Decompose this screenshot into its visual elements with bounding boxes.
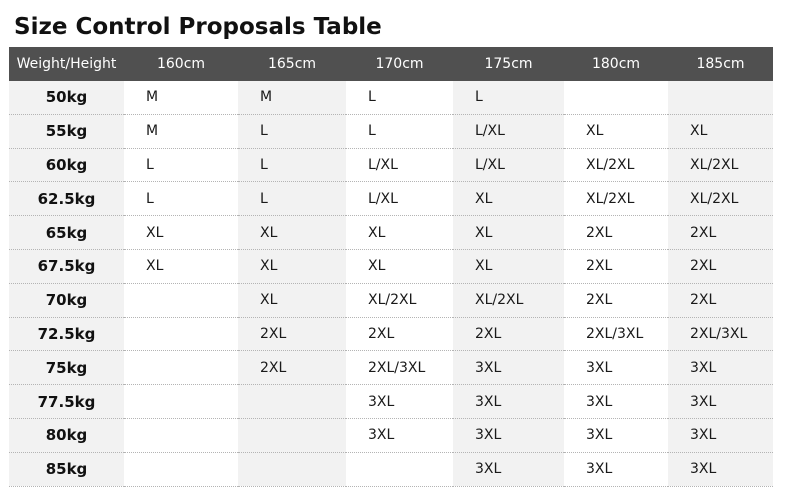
size-cell xyxy=(668,249,773,283)
table-row xyxy=(9,351,773,385)
weight-cell: 55kg xyxy=(9,114,124,148)
size-value: L xyxy=(368,123,376,140)
weight-cell: 65kg xyxy=(9,216,124,250)
size-cell xyxy=(238,81,346,114)
size-value: L xyxy=(260,123,268,140)
size-table-body xyxy=(9,81,773,486)
size-cell xyxy=(346,114,453,148)
height-header: 165cm xyxy=(238,47,346,81)
size-value: 2XL xyxy=(586,224,613,241)
table-row xyxy=(9,317,773,351)
size-cell xyxy=(564,452,668,486)
weight-cell: 60kg xyxy=(9,148,124,182)
size-value: L xyxy=(146,190,154,207)
weight-cell: 77.5kg xyxy=(9,385,124,419)
size-cell xyxy=(668,385,773,419)
size-cell xyxy=(453,216,564,250)
weight-cell: 70kg xyxy=(9,283,124,317)
height-header: 160cm xyxy=(124,47,238,81)
size-cell xyxy=(124,351,238,385)
size-cell xyxy=(124,385,238,419)
height-header: 175cm xyxy=(453,47,564,81)
size-value: XL/2XL xyxy=(586,190,635,207)
table-row xyxy=(9,182,773,216)
size-value: 3XL xyxy=(690,427,717,444)
size-cell xyxy=(668,182,773,216)
table-row xyxy=(9,148,773,182)
size-cell xyxy=(124,418,238,452)
size-cell xyxy=(346,452,453,486)
size-value: L xyxy=(260,190,268,207)
size-value: 3XL xyxy=(586,461,613,478)
size-cell xyxy=(346,249,453,283)
size-value: XL/2XL xyxy=(690,156,739,173)
size-value: 2XL/3XL xyxy=(690,325,748,342)
size-cell xyxy=(346,81,453,114)
size-cell xyxy=(453,351,564,385)
size-value: XL xyxy=(260,292,278,309)
size-cell xyxy=(453,148,564,182)
size-value: XL xyxy=(475,258,493,275)
size-value: XL xyxy=(586,123,604,140)
size-value: 3XL xyxy=(586,427,613,444)
size-cell xyxy=(346,385,453,419)
size-cell xyxy=(346,216,453,250)
height-header: 180cm xyxy=(564,47,668,81)
size-cell xyxy=(238,317,346,351)
size-value: 3XL xyxy=(475,359,502,376)
size-cell xyxy=(124,148,238,182)
table-row xyxy=(9,283,773,317)
size-cell xyxy=(238,249,346,283)
table-row xyxy=(9,418,773,452)
size-cell xyxy=(238,182,346,216)
size-cell xyxy=(124,182,238,216)
size-cell xyxy=(453,249,564,283)
size-cell xyxy=(453,452,564,486)
size-cell xyxy=(453,317,564,351)
size-value: 2XL xyxy=(475,325,502,342)
size-cell xyxy=(124,216,238,250)
size-value: 2XL xyxy=(260,359,287,376)
table-row xyxy=(9,452,773,486)
size-value: L xyxy=(260,156,268,173)
size-value: L xyxy=(368,89,376,106)
page-title: Size Control Proposals Table xyxy=(14,14,382,40)
size-cell xyxy=(346,182,453,216)
size-value: XL/2XL xyxy=(690,190,739,207)
size-value: 2XL xyxy=(586,292,613,309)
size-value: L xyxy=(146,156,154,173)
size-value: XL xyxy=(475,190,493,207)
height-header: 185cm xyxy=(668,47,773,81)
size-value: 3XL xyxy=(586,393,613,410)
size-cell xyxy=(453,283,564,317)
weight-cell: 80kg xyxy=(9,418,124,452)
size-cell xyxy=(238,148,346,182)
size-cell xyxy=(668,216,773,250)
size-value: XL xyxy=(690,123,708,140)
size-value: 2XL xyxy=(586,258,613,275)
size-cell xyxy=(346,351,453,385)
size-value: XL xyxy=(260,258,278,275)
size-value: 3XL xyxy=(368,427,395,444)
size-value: L/XL xyxy=(368,190,398,207)
size-value: M xyxy=(260,89,273,106)
size-cell xyxy=(668,81,773,114)
weight-cell: 67.5kg xyxy=(9,249,124,283)
size-cell xyxy=(346,317,453,351)
size-cell xyxy=(668,317,773,351)
size-value: L/XL xyxy=(475,123,505,140)
size-cell xyxy=(564,148,668,182)
height-header: 170cm xyxy=(346,47,453,81)
size-cell xyxy=(564,249,668,283)
size-value: XL/2XL xyxy=(475,292,524,309)
size-value: 2XL xyxy=(690,224,717,241)
size-cell xyxy=(346,283,453,317)
size-value: XL xyxy=(146,224,164,241)
size-cell xyxy=(564,418,668,452)
size-value: XL xyxy=(146,258,164,275)
size-value: 3XL xyxy=(475,393,502,410)
table-row xyxy=(9,114,773,148)
weight-cell: 72.5kg xyxy=(9,317,124,351)
weight-cell: 62.5kg xyxy=(9,182,124,216)
size-value: M xyxy=(146,123,159,140)
table-row xyxy=(9,81,773,114)
table-row xyxy=(9,249,773,283)
weight-cell: 75kg xyxy=(9,351,124,385)
size-cell xyxy=(238,452,346,486)
size-cell xyxy=(124,317,238,351)
table-row xyxy=(9,385,773,419)
size-value: L xyxy=(475,89,483,106)
size-cell xyxy=(564,81,668,114)
size-value: 3XL xyxy=(586,359,613,376)
size-cell xyxy=(238,114,346,148)
size-cell xyxy=(453,182,564,216)
size-value: 2XL xyxy=(260,325,287,342)
size-cell xyxy=(453,114,564,148)
corner-header: Weight/Height xyxy=(9,47,124,81)
size-cell xyxy=(124,452,238,486)
size-cell xyxy=(564,182,668,216)
size-value: L/XL xyxy=(475,156,505,173)
size-value: 3XL xyxy=(368,393,395,410)
size-value: 2XL xyxy=(690,292,717,309)
size-cell xyxy=(346,418,453,452)
size-cell xyxy=(564,385,668,419)
size-cell xyxy=(453,418,564,452)
size-cell xyxy=(564,317,668,351)
size-value: 2XL xyxy=(690,258,717,275)
size-value: M xyxy=(146,89,159,106)
weight-cell: 85kg xyxy=(9,452,124,486)
size-value: 2XL/3XL xyxy=(368,359,426,376)
size-cell xyxy=(453,385,564,419)
size-cell xyxy=(346,148,453,182)
size-value: XL xyxy=(260,224,278,241)
size-cell xyxy=(124,249,238,283)
size-cell xyxy=(238,283,346,317)
size-cell xyxy=(668,351,773,385)
table-row xyxy=(9,216,773,250)
size-cell xyxy=(238,385,346,419)
size-cell xyxy=(564,283,668,317)
size-cell xyxy=(668,148,773,182)
size-cell xyxy=(124,283,238,317)
size-cell xyxy=(668,418,773,452)
size-value: L/XL xyxy=(368,156,398,173)
size-value: XL/2XL xyxy=(586,156,635,173)
size-cell xyxy=(238,418,346,452)
size-value: XL xyxy=(475,224,493,241)
size-cell xyxy=(668,452,773,486)
size-cell xyxy=(668,114,773,148)
size-value: 2XL xyxy=(368,325,395,342)
size-cell xyxy=(564,114,668,148)
size-cell xyxy=(238,351,346,385)
size-value: 3XL xyxy=(475,461,502,478)
size-value: 2XL/3XL xyxy=(586,325,644,342)
size-value: XL/2XL xyxy=(368,292,417,309)
weight-cell: 50kg xyxy=(9,81,124,114)
size-cell xyxy=(238,216,346,250)
size-value: 3XL xyxy=(475,427,502,444)
size-cell xyxy=(668,283,773,317)
size-cell xyxy=(124,114,238,148)
size-value: XL xyxy=(368,258,386,275)
size-cell xyxy=(564,351,668,385)
size-value: 3XL xyxy=(690,359,717,376)
size-table xyxy=(9,47,773,487)
size-cell xyxy=(124,81,238,114)
header-row xyxy=(9,47,773,81)
size-value: XL xyxy=(368,224,386,241)
size-value: 3XL xyxy=(690,461,717,478)
size-value: 3XL xyxy=(690,393,717,410)
size-cell xyxy=(564,216,668,250)
size-cell xyxy=(453,81,564,114)
